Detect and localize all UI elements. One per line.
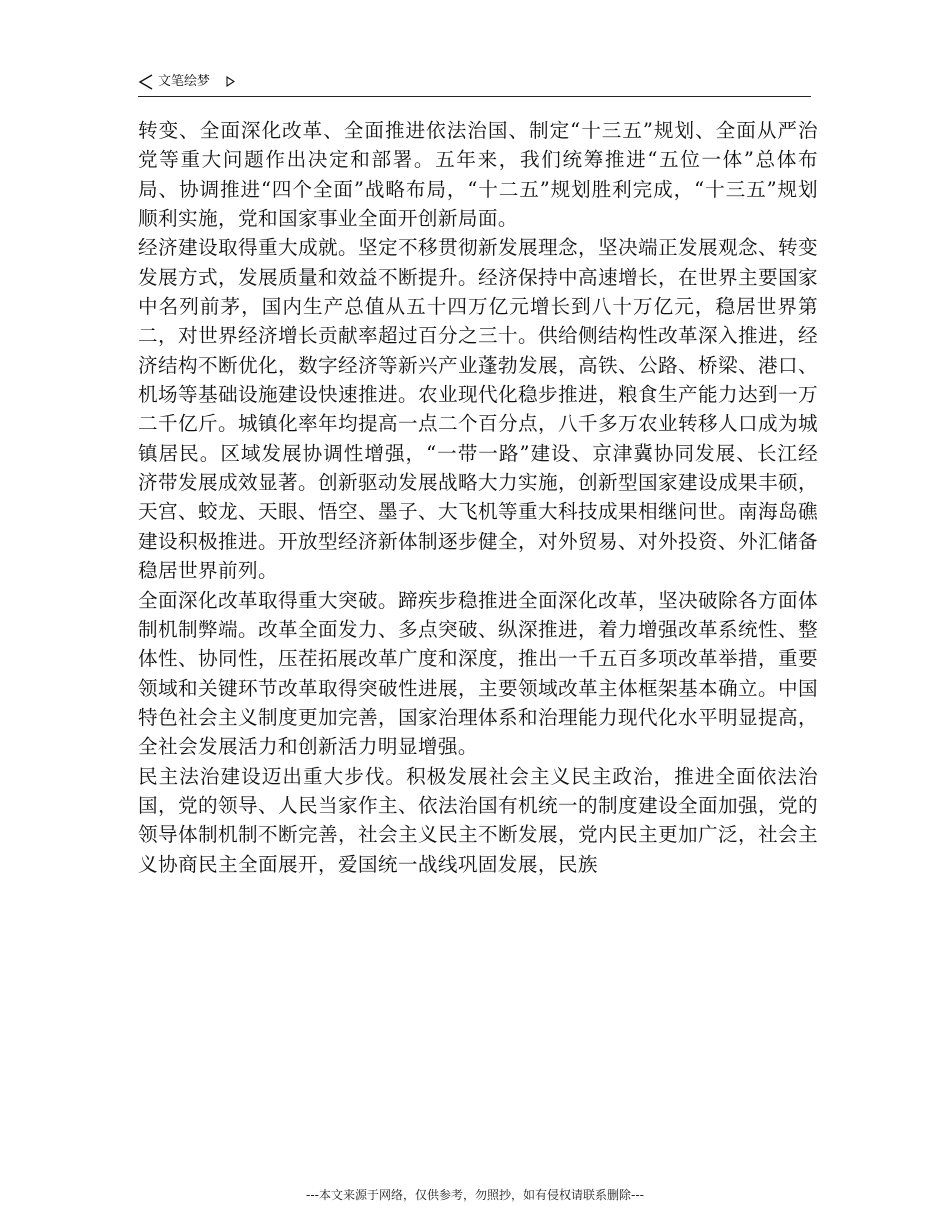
paragraph-intro-continuation: 转变、全面深化改革、全面推进依法治国、制定“十三五”规划、全面从严治党等重大问题作出决定和部署。五年来，我们统筹推进“五位一体”总体布局、协调推进“四个全面”战略布局，“十二五”规划胜利完成，“十三五”规划顺利实施，党和国家事业全面开创新局面。 [138,119,818,231]
header-title: 文笔绘梦 [158,74,211,89]
triangle-right-icon [226,76,235,87]
triangle-left-icon [138,73,154,91]
paragraph-deepening-reform: 全面深化改革取得重大突破。蹄疾步稳推进全面深化改革，坚决破除各方面体制机制弊端。改革全面发力、多点突破、纵深推进，着力增强改革系统性、整体性、协同性，压茬拓展改革广度和深度，推出一千五百多项改革举措，重要领域和关键环节改革取得突破性进展，主要领域改革主体框架基本确立。中国特色社会主义制度更加完善，国家治理体系和治理能力现代化水平明显提高，全社会发展活力和创新活力明显增强。 [138,588,818,759]
paragraph-democracy-rule-of-law: 民主法治建设迈出重大步伐。积极发展社会主义民主政治，推进全面依法治国，党的领导、人民当家作主、依法治国有机统一的制度建设全面加强，党的领导体制机制不断完善，社会主义民主不断发展，党内民主更加广泛，社会主义协商民主全面展开，爱国统一战线巩固发展，民族 [138,764,818,876]
document-body [138,116,818,879]
page-header [138,70,811,97]
footer-notice: ---本文来源于网络，仅供参考，勿照抄，如有侵权请联系删除--- [306,1188,644,1202]
paragraph-economic-construction: 经济建设取得重大成就。坚定不移贯彻新发展理念，坚决端正发展观念、转变发展方式，发展质量和效益不断提升。经济保持中高速增长，在世界主要国家中名列前茅，国内生产总值从五十四万亿元增长到八十万亿元，稳居世界第二，对世界经济增长贡献率超过百分之三十。供给侧结构性改革深入推进，经济结构不断优化，数字经济等新兴产业蓬勃发展，高铁、公路、桥梁、港口、机场等基础设施建设快速推进。农业现代化稳步推进，粮食生产能力达到一万二千亿斤。城镇化率年均提高一点二个百分点，八千多万农业转移人口成为城镇居民。区域发展协调性增强，“一带一路”建设、京津冀协同发展、长江经济带发展成效显著。创新驱动发展战略大力实施，创新型国家建设成果丰硕，天宫、蛟龙、天眼、悟空、墨子、大飞机等重大科技成果相继问世。南海岛礁建设积极推进。开放型经济新体制逐步健全，对外贸易、对外投资、外汇储备稳居世界前列。 [138,236,818,583]
